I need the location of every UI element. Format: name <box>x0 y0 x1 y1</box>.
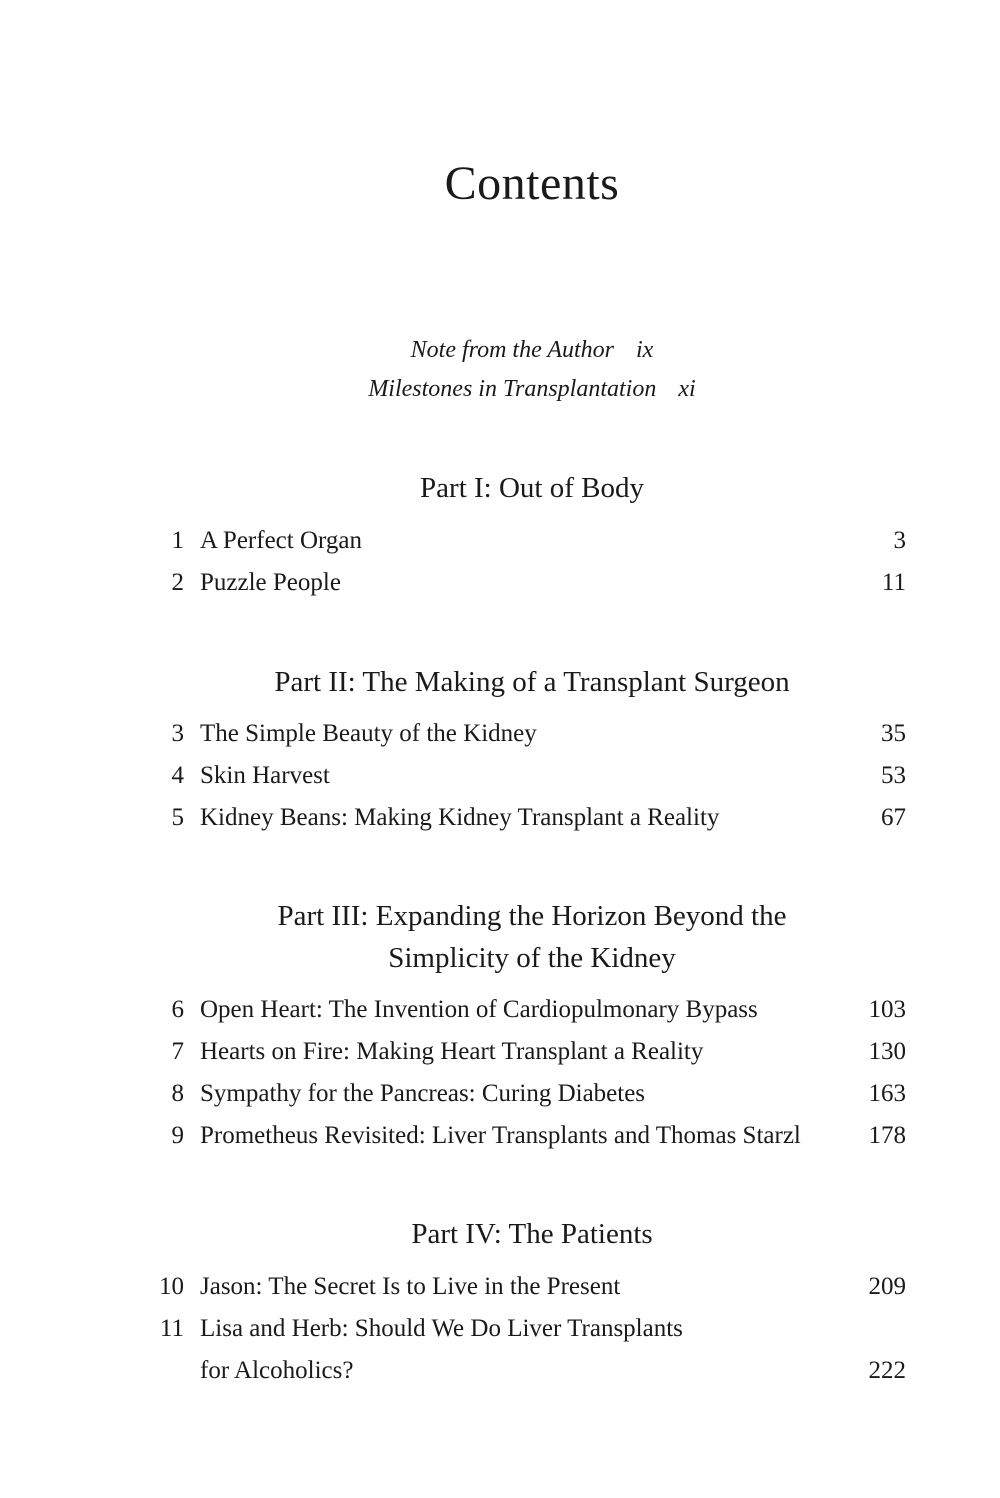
chapter-title: Open Heart: The Invention of Cardiopulmonary Bypass <box>200 996 758 1023</box>
chapter-number: 5 <box>171 804 184 831</box>
toc-entry[interactable] <box>150 758 910 794</box>
chapter-title: Kidney Beans: Making Kidney Transplant a Reality <box>200 804 720 831</box>
part-heading: Part II: The Making of a Transplant Surgeon <box>274 666 790 698</box>
toc-entry[interactable] <box>150 716 910 752</box>
chapter-title: A Perfect Organ <box>200 527 362 554</box>
toc-entry[interactable] <box>150 1269 910 1305</box>
chapter-page: 3 <box>893 527 906 554</box>
toc-entry[interactable] <box>150 992 910 1028</box>
chapter-title: Prometheus Revisited: Liver Transplants and Thomas Starzl <box>200 1122 801 1149</box>
chapter-number: 2 <box>171 569 184 596</box>
chapter-title: Jason: The Secret Is to Live in the Present <box>200 1273 621 1300</box>
front-matter-item[interactable] <box>0 335 1000 365</box>
chapter-page: 178 <box>868 1122 906 1149</box>
chapter-page: 222 <box>868 1357 906 1384</box>
toc-entry[interactable] <box>150 1034 910 1070</box>
toc-entry[interactable] <box>150 1076 910 1112</box>
front-matter-page: ix <box>636 337 654 363</box>
part-heading: Part III: Expanding the Horizon Beyond the <box>277 900 787 932</box>
chapter-number: 11 <box>159 1315 184 1342</box>
part-heading: Part I: Out of Body <box>420 472 644 504</box>
page-title: Contents <box>444 157 620 210</box>
toc-entry[interactable] <box>150 800 910 836</box>
toc-entry[interactable] <box>150 1311 910 1347</box>
toc-entry[interactable] <box>150 523 910 559</box>
chapter-title: Lisa and Herb: Should We Do Liver Transplants <box>200 1315 683 1342</box>
chapter-title: The Simple Beauty of the Kidney <box>200 720 537 747</box>
chapter-number: 4 <box>171 762 184 789</box>
chapter-page: 209 <box>868 1273 906 1300</box>
chapter-number: 8 <box>171 1080 184 1107</box>
toc-entry[interactable] <box>150 1118 910 1154</box>
chapter-title: Hearts on Fire: Making Heart Transplant a Reality <box>200 1038 704 1065</box>
front-matter-title: Milestones in Transplantation <box>368 376 657 402</box>
chapter-page: 103 <box>868 996 906 1023</box>
toc-entry[interactable] <box>150 565 910 601</box>
part-heading: Part IV: The Patients <box>411 1218 653 1250</box>
chapter-page: 53 <box>881 762 906 789</box>
chapter-title-continued: for Alcoholics? <box>200 1357 354 1384</box>
chapter-title: Sympathy for the Pancreas: Curing Diabetes <box>200 1080 646 1107</box>
part-heading-continued: Simplicity of the Kidney <box>388 942 676 974</box>
chapter-page: 11 <box>881 569 906 596</box>
chapter-number: 6 <box>171 996 184 1023</box>
chapter-number: 1 <box>171 527 184 554</box>
front-matter-item[interactable] <box>0 374 1000 404</box>
chapter-title: Puzzle People <box>200 569 341 596</box>
front-matter-title: Note from the Author <box>410 337 614 363</box>
front-matter-page: xi <box>678 376 696 402</box>
chapter-page: 163 <box>868 1080 906 1107</box>
chapter-number: 10 <box>159 1273 184 1300</box>
chapter-number: 3 <box>171 720 184 747</box>
chapter-page: 35 <box>881 720 906 747</box>
toc-entry-continued[interactable] <box>150 1353 910 1389</box>
chapter-number: 9 <box>171 1122 184 1149</box>
chapter-page: 67 <box>881 804 906 831</box>
chapter-title: Skin Harvest <box>200 762 330 789</box>
chapter-number: 7 <box>171 1038 184 1065</box>
chapter-page: 130 <box>868 1038 906 1065</box>
